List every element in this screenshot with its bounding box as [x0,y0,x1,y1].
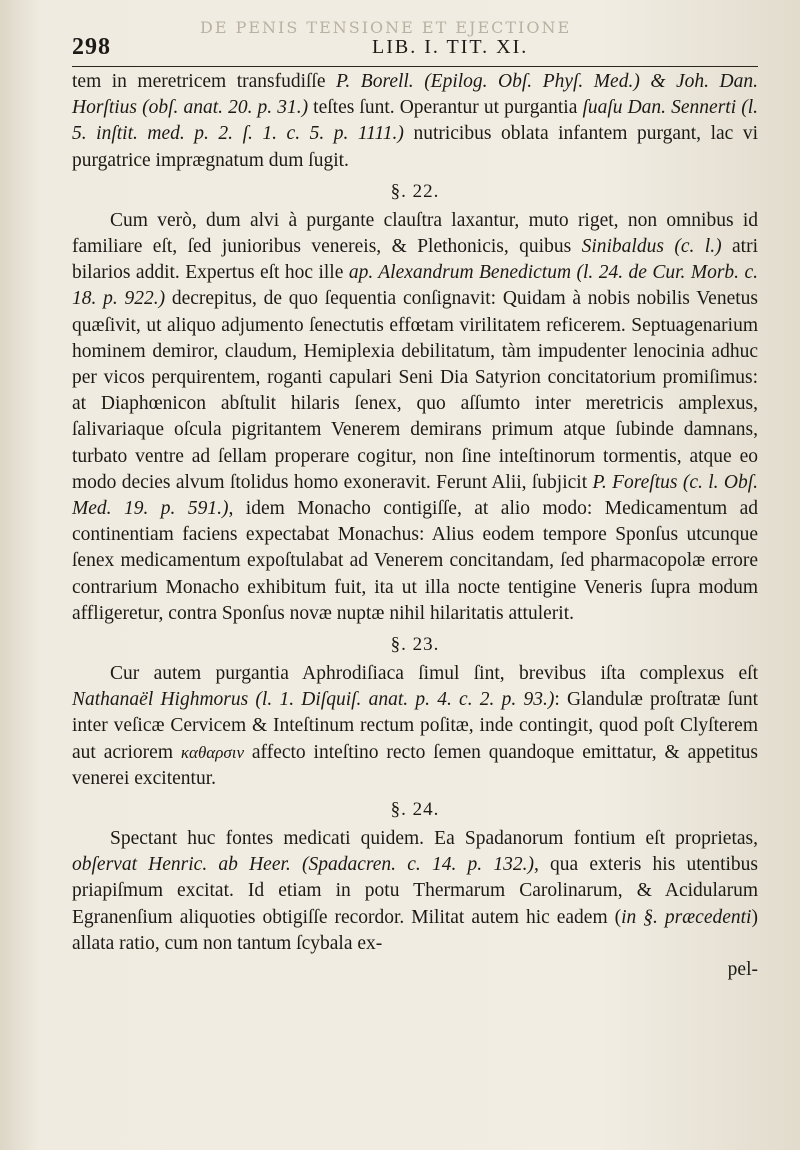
text-run: affecto inteſtino recto ſemen quandoque emittatur, & appetitus venerei excitentur. [72,741,758,789]
paragraph-continuation [72,69,758,174]
page-header [72,30,758,67]
text-run: Cur autem purgantia Aphrodiſiaca ſimul ſint, brevibus iſta complexus eſt [110,663,758,685]
text-run: decrepitus, de quo ſequentia conſignavit: Quidam à nobis nobilis Venetus quæſivit, ut aliquo adjumento ſenectutis effœtam virilitatem reficerem. Septuagenarium hominem demiror, claudum, Hemiplexia debilitatum, tàm impudenter lenocinia adhuc per vicos perquirentem, roganti capulari Seni Dia Satyrion concitatorium promiſimus: at Diaphœnicon abſtulit hilaris ſenex, quo aſſumto inter meretricis amplexus, ſalivariaque oſcula pigritantem Venerem demirans primum atque ſubinde damnans, turbato ventre ad ſellam properare cogitur, non ſine inteſtinorum tormentis, atque eo modo decies alvum ſtolidus homo exoneravit. Ferunt Alii, ſubjicit [72,288,758,493]
greek-term: καθαρσιν [180,742,245,762]
citation-italic: P. Borell. (Epilog. Obſ. Phyſ. Med.) & Joh. Dan. Horſtius (obſ. anat. 20. p. 31.) [72,71,758,119]
citation-italic: ap. Alexandrum Benedictum (l. 24. de Cur. Morb. c. 18. p. 922.) [72,262,758,310]
bleed-through-text: DE PENIS TENSIONE ET EJECTIONE [200,18,572,37]
section-heading-24: §. 24. [390,799,440,821]
paragraph-section-22 [72,208,758,627]
text-run: Cum verò, dum alvi à purgante clauſtra laxantur, muto riget, non omnibus id familiare eſt, ſed junioribus venereis, & Plethonicis, quibus [72,209,758,258]
citation-italic: ſuaſu Dan. Sennerti (l. 5. inſtit. med. p. 2. ſ. 1. c. 5. p. 1111.) [72,97,758,145]
citation-italic: in §. præcedenti [621,906,752,928]
citation-italic: Sinibaldus (c. l.) [581,236,722,258]
citation-italic: obſervat Henric. ab Heer. (Spadacren. c. 14. p. 132.) [72,854,534,876]
citation-italic: P. Foreſtus (c. l. Obſ. Med. 19. p. 591.) [72,471,759,520]
body-text [72,69,758,983]
text-run: , idem Monacho contigiſſe, at alio modo: Medicamentum ad continentiam faciens expectabat Monachus: Alius eodem tempore Sponſus utcunque ſenex medicamentum expoſtulabat ad Venerem concitandam, ſed pharmacopolæ errore contrarium Monacho exhibitum fuit, ita ut illa nocte tentigine Veneris ſupra modum affligeretur, contra Sponſus novæ nuptæ nihil hilaritatis attulerit. [72,498,758,624]
text-run: teſtes ſunt. Operantur ut purgantia [308,97,583,119]
section-heading-22: §. 22. [390,180,440,202]
text-run: ) allata ratio, cum non tantum ſcybala ex- [72,906,758,954]
text-run: , qua exteris his utentibus priapiſmum excitat. Id etiam in potu Thermarum Carolinarum, & Acidularum Egranenſium aliquoties obtigiſſe recordor. Militat autem hic eadem ( [72,854,758,928]
paragraph-section-23 [72,661,758,792]
page-number: 298 [72,34,111,60]
citation-italic: Nathanaël Highmorus (l. 1. Diſquiſ. anat. p. 4. c. 2. p. 93.) [72,689,555,711]
text-run: atri bilarios addit. Expertus eſt hoc ille [72,236,759,284]
text-run: : Glandulæ proſtratæ ſunt inter veſicæ Cervicem & Inteſtinum rectum poſitæ, inde contingit, quod poſt Clyſterem aut acriorem [72,689,758,763]
text-run: Spectant huc fontes medicati quidem. Ea Spadanorum fontium eſt proprietas, [110,828,758,850]
section-heading-23: §. 23. [390,634,440,656]
text-run: nutricibus oblata infantem purgant, lac vi purgatrice imprægnatum dum ſugit. [72,123,758,171]
running-title: LIB. I. TIT. XI. [372,36,529,58]
text-run: tem in meretricem transfudiſſe [72,71,337,92]
catchword: pel- [727,959,758,981]
paragraph-section-24 [72,826,758,957]
